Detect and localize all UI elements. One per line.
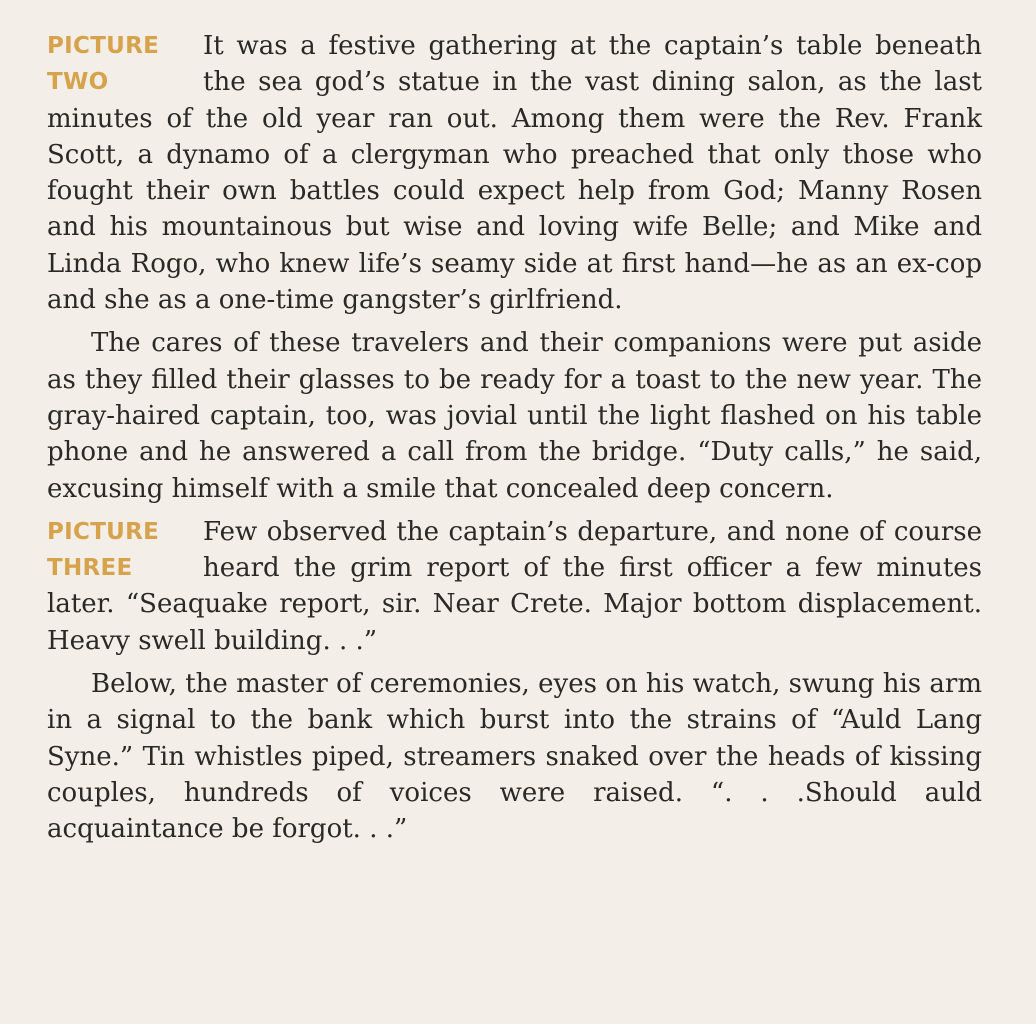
paragraph-captain-call: The cares of these travelers and their companions were put aside as they filled their glasses to be ready for a toast to the new year. The gray-haired captain, too, was jovial until the light flashed on his table phone and he answered a call from the bridge. “Duty calls,” he said, excusing himself with a smile that concealed deep concern.	[47, 328, 982, 504]
picture-two-text: It was a festive gathering at the captain’s table beneath the sea god’s statue in the vast dining salon, as the last minutes of the old year ran out. Among them were the Rev. Frank Scott, a dynamo of a clergyman who preached that only those who fought their own battles could expect help from God; Manny Rosen and his mountainous but wise and loving wife Belle; and Mike and Linda Rogo, who knew life’s seamy side at first hand—he as an ex-cop and she as a one-time gangster’s girlfriend.	[47, 31, 982, 316]
picture-three-label-line2: THREE	[47, 555, 133, 582]
picture-three-label-line1: PICTURE	[47, 518, 160, 545]
section-picture-two	[47, 28, 982, 318]
picture-two-label-line2: TWO	[47, 69, 109, 96]
section-picture-three	[47, 514, 982, 659]
picture-two-label-line1: PICTURE	[47, 33, 160, 59]
book-page	[47, 28, 982, 848]
picture-three-label	[47, 514, 203, 587]
picture-two-label	[47, 28, 203, 101]
picture-three-text: Few observed the captain’s departure, and none of course heard the grim report of the first officer a few minutes later. “Seaquake report, sir. Near Crete. Major bottom displacement. Heavy swell building. . .”	[47, 516, 982, 656]
paragraph-auld-lang-syne: Below, the master of ceremonies, eyes on his watch, swung his arm in a signal to the bank which burst into the strains of “Auld Lang Syne.” Tin whistles piped, streamers snaked over the heads of kissing couples, hundreds of voices were raised. “. . .Should auld acquaintance be forgot. . .”	[47, 669, 982, 845]
